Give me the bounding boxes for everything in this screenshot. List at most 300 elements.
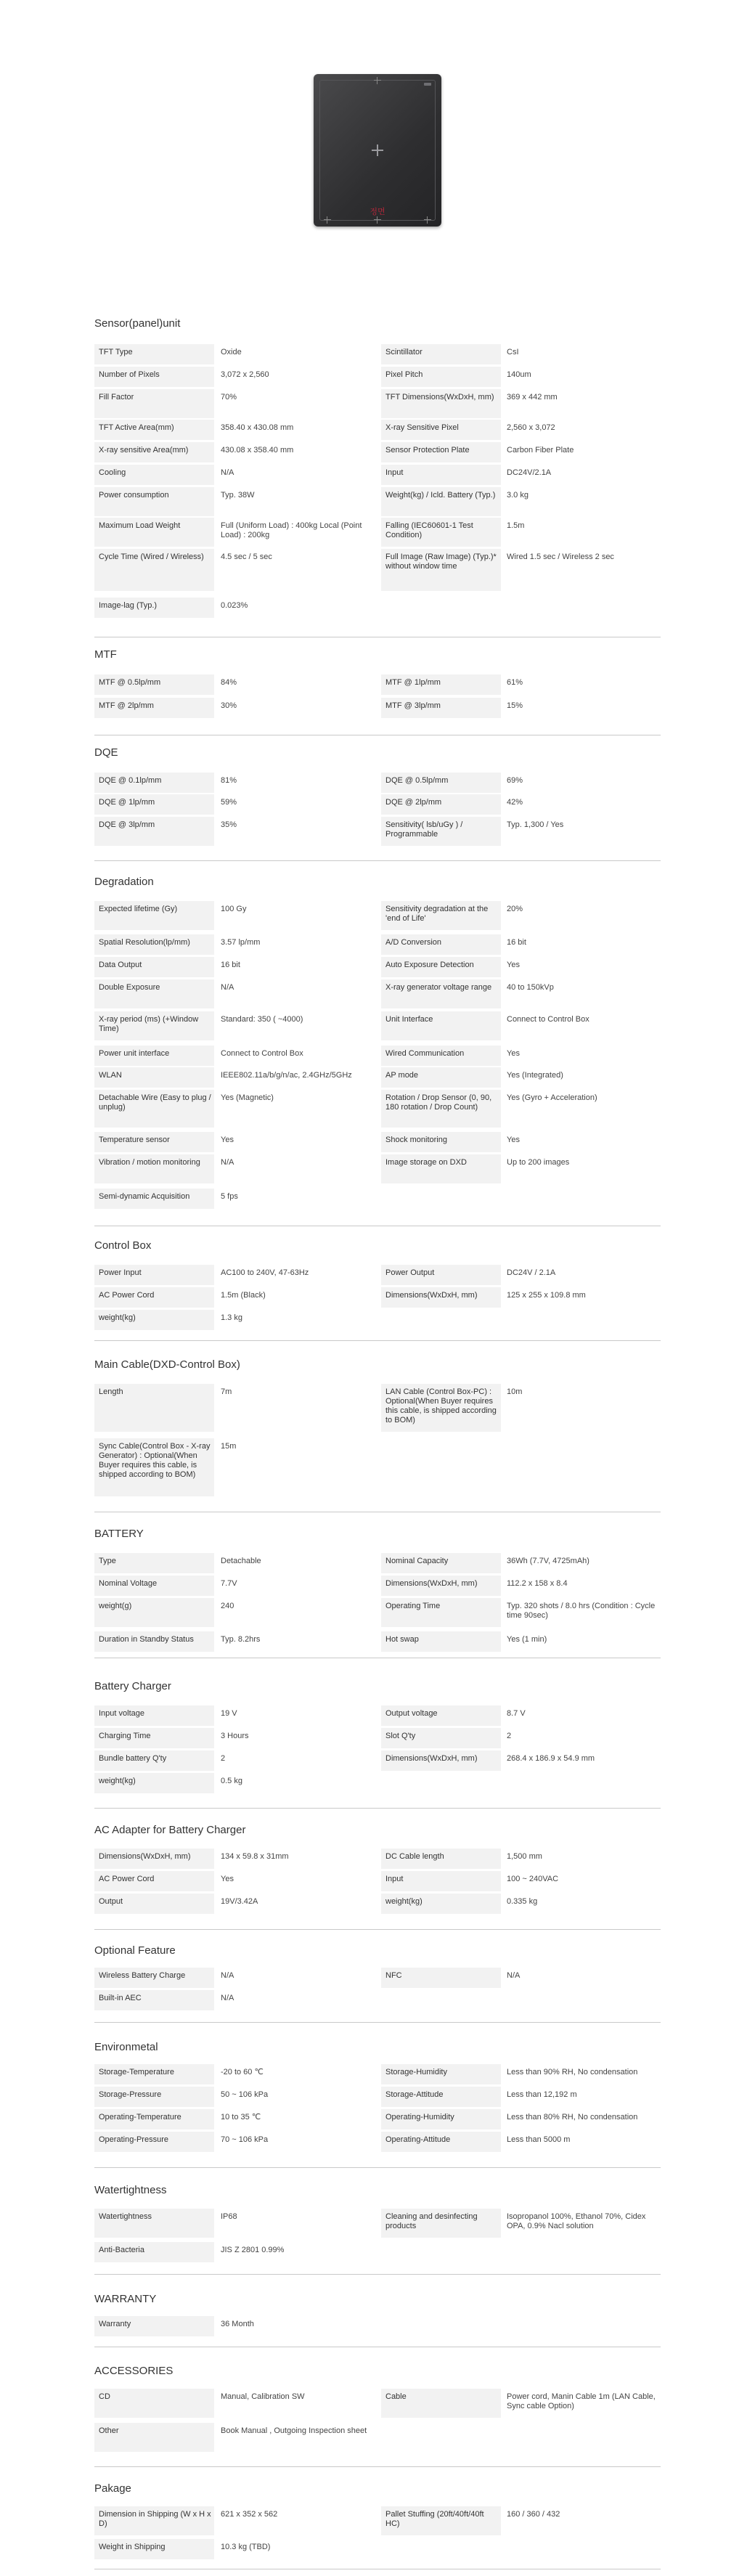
spec-label: MTF @ 3lp/mm [381,698,501,718]
spec-label: weight(kg) [381,1894,501,1914]
spec-row [94,1154,661,1183]
spec-value: 20% [507,905,523,913]
spec-row [94,549,661,591]
xray-detector-panel [314,74,441,227]
spec-value: 36 Month [221,2320,254,2328]
spec-label: Cycle Time (Wired / Wireless) [94,549,214,591]
spec-value: Book Manual , Outgoing Inspection sheet [221,2426,367,2435]
spec-value: 621 x 352 x 562 [221,2510,278,2519]
spec-label: DQE @ 0.1lp/mm [94,773,214,793]
section-divider [94,2167,661,2168]
spec-label: MTF @ 1lp/mm [381,674,501,695]
spec-row [94,2242,661,2262]
spec-row [94,1438,661,1496]
spec-section [94,2040,661,2144]
spec-section [94,875,661,1201]
spec-value: 1,500 mm [507,1852,542,1861]
spec-label: Cable [381,2389,501,2418]
spec-value: Yes [221,1875,234,1883]
spec-value: IEEE802.11a/b/g/n/ac, 2.4GHz/5GHz [221,1071,352,1080]
spec-label: Other [94,2423,214,2452]
spec-row [94,2132,661,2152]
spec-label: TFT Dimensions(WxDxH, mm) [381,389,501,418]
spec-label: Detachable Wire (Easy to plug / unplug) [94,1090,214,1128]
spec-label: Spatial Resolution(lp/mm) [94,934,214,955]
spec-value: 369 x 442 mm [507,393,558,402]
spec-label: TFT Active Area(mm) [94,420,214,440]
spec-label: Power unit interface [94,1046,214,1066]
spec-section [94,2183,661,2254]
spec-value: Manual, Calibration SW [221,2392,305,2401]
spec-row [94,1968,661,1988]
section-title: DQE [94,746,118,759]
spec-label: Input [381,1871,501,1891]
spec-value: Typ. 320 shots / 8.0 hrs (Condition : Cycle time 90sec) [507,1602,656,1620]
spec-value: Full (Uniform Load) : 400kg Local (Point Load) : 200kg [221,521,362,539]
spec-label: Fill Factor [94,389,214,418]
section-divider [94,860,661,861]
spec-value: 0.5 kg [221,1777,242,1785]
spec-value: Typ. 1,300 / Yes [507,820,564,829]
spec-row [94,817,661,846]
spec-value: 2 [507,1732,512,1740]
spec-value: Yes (Gyro + Acceleration) [507,1093,597,1102]
spec-label: Image storage on DXD [381,1154,501,1183]
spec-value: 61% [507,678,523,687]
spec-value: 16 bit [221,961,240,969]
spec-label: X-ray Sensitive Pixel [381,420,501,440]
spec-value: 40 to 150kVp [507,983,554,992]
spec-row [94,1871,661,1891]
spec-label: Dimension in Shipping (W x H x D) [94,2506,214,2535]
spec-label: DQE @ 0.5lp/mm [381,773,501,793]
spec-row [94,2423,661,2452]
spec-value: 268.4 x 186.9 x 54.9 mm [507,1754,595,1763]
spec-label: Operating-Pressure [94,2132,214,2152]
spec-label: Warranty [94,2316,214,2336]
spec-row [94,1265,661,1285]
section-divider [94,2022,661,2023]
spec-section [94,2482,661,2551]
status-led-icon [424,83,431,86]
section-title: BATTERY [94,1528,144,1540]
spec-row [94,2209,661,2238]
spec-label: TFT Type [94,344,214,364]
corner-alignment-mark-icon [324,216,331,224]
spec-label: Dimensions(WxDxH, mm) [381,1287,501,1308]
spec-section [94,317,661,610]
spec-value: N/A [507,1971,521,1980]
spec-value: 30% [221,701,237,710]
spec-value: 5 fps [221,1192,238,1201]
spec-value: 2 [221,1754,226,1763]
spec-value: JIS Z 2801 0.99% [221,2246,285,2254]
spec-value: Yes (Magnetic) [221,1093,274,1102]
spec-value: 160 / 360 / 432 [507,2510,560,2519]
spec-row [94,698,661,718]
spec-label: Storage-Temperature [94,2064,214,2084]
spec-label: Anti-Bacteria [94,2242,214,2262]
spec-row [94,773,661,793]
spec-label: Dimensions(WxDxH, mm) [381,1576,501,1596]
spec-label: Operating Time [381,1598,501,1627]
spec-value: Yes (Integrated) [507,1071,563,1080]
spec-row [94,598,661,618]
spec-value: CsI [507,348,519,356]
spec-row [94,389,661,418]
spec-row [94,344,661,364]
spec-value: Yes [507,1049,520,1058]
spec-section [94,648,661,710]
section-title: Pakage [94,2482,131,2495]
spec-section [94,1823,661,1906]
spec-label: X-ray period (ms) (+Window Time) [94,1011,214,1040]
spec-label: X-ray sensitive Area(mm) [94,442,214,462]
spec-value: 240 [221,1602,234,1610]
spec-row [94,1894,661,1914]
spec-row [94,518,661,547]
section-title: Environmetal [94,2041,158,2053]
corner-alignment-mark-icon [424,216,431,224]
product-image [314,74,441,227]
spec-value: 1.5m [507,521,525,530]
spec-row [94,1705,661,1726]
center-crosshair-icon [372,144,383,156]
spec-row [94,1090,661,1128]
spec-row [94,442,661,462]
section-divider [94,2466,661,2467]
spec-label: CD [94,2389,214,2418]
spec-value: 10m [507,1387,523,1396]
spec-row [94,1067,661,1088]
spec-row [94,1728,661,1748]
spec-value: 35% [221,820,237,829]
spec-label: Image-lag (Typ.) [94,598,214,618]
spec-row [94,2109,661,2129]
spec-section [94,1944,661,2002]
spec-value: 125 x 255 x 109.8 mm [507,1291,586,1300]
spec-label: LAN Cable (Control Box-PC) : Optional(When Buyer requires this cable, is shipped according to BOM) [381,1384,501,1432]
spec-row [94,1631,661,1652]
spec-value: 140um [507,370,531,379]
section-divider [94,1808,661,1809]
section-title: Watertightness [94,2184,167,2196]
spec-value: AC100 to 240V, 47-63Hz [221,1268,309,1277]
spec-value: 100 Gy [221,905,247,913]
spec-label: Power consumption [94,487,214,516]
spec-label: Input voltage [94,1705,214,1726]
spec-value: 1.5m (Black) [221,1291,266,1300]
spec-value: 2,560 x 3,072 [507,423,555,432]
spec-row [94,367,661,387]
spec-label: Storage-Attitude [381,2087,501,2107]
spec-label: Rotation / Drop Sensor (0, 90, 180 rotation / Drop Count) [381,1090,501,1128]
spec-value: 3.57 lp/mm [221,938,261,947]
section-title: Sensor(panel)unit [94,317,181,330]
spec-value: Connect to Control Box [221,1049,303,1058]
spec-row [94,674,661,695]
spec-label: Output voltage [381,1705,501,1726]
spec-value: Oxide [221,348,242,356]
spec-row [94,2087,661,2107]
spec-value: 42% [507,798,523,807]
image-caption: 정면 [370,208,385,216]
spec-value: Standard: 350 ( ~4000) [221,1015,303,1024]
spec-label: Sync Cable(Control Box - X-ray Generator) : Optional(When Buyer requires this cable, is shipped according to BOM) [94,1438,214,1496]
spec-label: Charging Time [94,1728,214,1748]
spec-label: Bundle battery Q'ty [94,1750,214,1771]
spec-label: X-ray generator voltage range [381,979,501,1008]
spec-value: Yes [221,1136,234,1144]
spec-row [94,1189,661,1209]
spec-label: weight(g) [94,1598,214,1627]
spec-label: A/D Conversion [381,934,501,955]
spec-value: 15m [221,1442,237,1451]
spec-value: 19 V [221,1709,237,1718]
spec-value: 3 Hours [221,1732,249,1740]
spec-value: Isopropanol 100%, Ethanol 70%, Cidex OPA, 0.9% Nacl solution [507,2212,646,2230]
spec-row [94,2064,661,2084]
spec-label: Shock monitoring [381,1132,501,1152]
spec-label: DQE @ 1lp/mm [94,794,214,815]
spec-label: Wired Communication [381,1046,501,1066]
spec-value: 0.023% [221,601,248,610]
spec-value: Power cord, Manin Cable 1m (LAN Cable, Sync cable Option) [507,2392,656,2410]
spec-value: IP68 [221,2212,237,2221]
spec-label: Pallet Stuffing (20ft/40ft/40ft HC) [381,2506,501,2535]
spec-value: Yes [507,961,520,969]
spec-label: Vibration / motion monitoring [94,1154,214,1183]
spec-label: Sensitivity( lsb/uGy ) / Programmable [381,817,501,846]
spec-row [94,2539,661,2559]
section-title: WARRANTY [94,2293,157,2305]
spec-value: 3.0 kg [507,491,528,500]
spec-label: MTF @ 2lp/mm [94,698,214,718]
spec-section [94,1358,661,1479]
spec-section [94,1527,661,1644]
spec-label: Sensor Protection Plate [381,442,501,462]
spec-value: 19V/3.42A [221,1897,258,1906]
spec-label: Sensitivity degradation at the 'end of Life' [381,901,501,930]
spec-row [94,901,661,930]
spec-value: 4.5 sec / 5 sec [221,553,272,561]
spec-label: MTF @ 0.5lp/mm [94,674,214,695]
spec-value: 69% [507,776,523,785]
spec-label: Wireless Battery Charge [94,1968,214,1988]
spec-label: Temperature sensor [94,1132,214,1152]
spec-row [94,794,661,815]
section-divider [94,1929,661,1930]
spec-value: Carbon Fiber Plate [507,446,574,455]
spec-label: Pixel Pitch [381,367,501,387]
spec-value: Less than 90% RH, No condensation [507,2068,638,2076]
spec-label: Weight(kg) / Icld. Battery (Typ.) [381,487,501,516]
spec-value: N/A [221,1994,234,2002]
spec-value: 59% [221,798,237,807]
spec-label: Full Image (Raw Image) (Typ.)* without window time [381,549,501,591]
spec-value: 1.3 kg [221,1313,242,1322]
bottom-alignment-mark-icon [374,216,381,224]
spec-label: WLAN [94,1067,214,1088]
spec-label: Storage-Humidity [381,2064,501,2084]
spec-label: Nominal Voltage [94,1576,214,1596]
spec-value: 70 ~ 106 kPa [221,2135,269,2144]
spec-value: 36Wh (7.7V, 4725mAh) [507,1557,589,1565]
spec-value: DC24V / 2.1A [507,1268,556,1277]
spec-label: Operating-Temperature [94,2109,214,2129]
spec-label: Scintillator [381,344,501,364]
spec-value: 7.7V [221,1579,237,1588]
spec-value: 430.08 x 358.40 mm [221,446,294,455]
spec-label: Cooling [94,465,214,485]
spec-label: AC Power Cord [94,1871,214,1891]
spec-row [94,1011,661,1040]
spec-label: Built-in AEC [94,1990,214,2010]
section-divider [94,1340,661,1341]
spec-value: 3,072 x 2,560 [221,370,269,379]
spec-section [94,1679,661,1785]
spec-row [94,1132,661,1152]
spec-label: DQE @ 2lp/mm [381,794,501,815]
spec-label: Maximum Load Weight [94,518,214,547]
spec-label: Cleaning and desinfecting products [381,2209,501,2238]
spec-value: 100 ~ 240VAC [507,1875,559,1883]
spec-label: Type [94,1553,214,1573]
spec-label: weight(kg) [94,1773,214,1793]
spec-label: Expected lifetime (Gy) [94,901,214,930]
spec-value: 70% [221,393,237,402]
spec-section [94,2364,661,2435]
spec-label: AC Power Cord [94,1287,214,1308]
spec-row [94,2506,661,2535]
spec-value: 50 ~ 106 kPa [221,2090,269,2099]
spec-value: Typ. 8.2hrs [221,1635,261,1644]
spec-row [94,934,661,955]
spec-row [94,1773,661,1793]
spec-label: Operating-Attitude [381,2132,501,2152]
spec-row [94,2389,661,2418]
spec-value: Wired 1.5 sec / Wireless 2 sec [507,553,614,561]
section-title: Main Cable(DXD-Control Box) [94,1358,240,1371]
spec-label: Power Input [94,1265,214,1285]
spec-value: Typ. 38W [221,491,255,500]
spec-value: Less than 5000 m [507,2135,571,2144]
spec-row [94,1384,661,1432]
spec-label: Number of Pixels [94,367,214,387]
spec-row [94,1750,661,1771]
spec-value: Yes (1 min) [507,1635,547,1644]
spec-section [94,1239,661,1322]
spec-row [94,2316,661,2336]
spec-value: N/A [221,1158,234,1167]
spec-label: Watertightness [94,2209,214,2238]
spec-value: Detachable [221,1557,261,1565]
spec-value: Yes [507,1136,520,1144]
spec-row [94,487,661,516]
spec-value: 112.2 x 158 x 8.4 [507,1579,568,1588]
spec-row [94,1046,661,1066]
spec-value: DC24V/2.1A [507,468,552,477]
spec-value: -20 to 60 ℃ [221,2068,264,2076]
spec-value: Less than 12,192 m [507,2090,577,2099]
spec-label: Duration in Standby Status [94,1631,214,1652]
spec-value: 7m [221,1387,232,1396]
spec-value: 0.335 kg [507,1897,538,1906]
top-alignment-mark-icon [374,77,381,84]
spec-label: Output [94,1894,214,1914]
spec-label: Auto Exposure Detection [381,957,501,977]
spec-row [94,1287,661,1308]
spec-label: Storage-Pressure [94,2087,214,2107]
section-title: Degradation [94,876,154,888]
spec-label: Falling (IEC60601-1 Test Condition) [381,518,501,547]
spec-label: Dimensions(WxDxH, mm) [94,1849,214,1869]
spec-value: Up to 200 images [507,1158,570,1167]
spec-value: 10 to 35 ℃ [221,2113,261,2121]
spec-value: 81% [221,776,237,785]
spec-label: Double Exposure [94,979,214,1008]
spec-row [94,957,661,977]
spec-value: 16 bit [507,938,526,947]
spec-value: 84% [221,678,237,687]
spec-row [94,1598,661,1627]
spec-row [94,1553,661,1573]
spec-label: Unit Interface [381,1011,501,1040]
spec-row [94,1990,661,2010]
spec-value: 15% [507,701,523,710]
spec-row [94,420,661,440]
spec-label: Nominal Capacity [381,1553,501,1573]
spec-row [94,465,661,485]
section-title: MTF [94,648,117,661]
spec-label: Data Output [94,957,214,977]
spec-row [94,979,661,1008]
section-divider [94,2274,661,2275]
spec-label: Length [94,1384,214,1432]
section-title: AC Adapter for Battery Charger [94,1824,246,1836]
spec-value: 8.7 V [507,1709,526,1718]
spec-value: Connect to Control Box [507,1015,589,1024]
section-title: Optional Feature [94,1944,176,1957]
spec-value: N/A [221,1971,234,1980]
spec-label: Weight in Shipping [94,2539,214,2559]
section-title: ACCESSORIES [94,2365,174,2377]
spec-label: Input [381,465,501,485]
spec-value: N/A [221,983,234,992]
spec-value: Less than 80% RH, No condensation [507,2113,638,2121]
spec-section [94,2292,661,2328]
spec-label: Power Output [381,1265,501,1285]
spec-row [94,1310,661,1330]
spec-label: Semi-dynamic Acquisition [94,1189,214,1209]
spec-label: DQE @ 3lp/mm [94,817,214,846]
spec-value: 358.40 x 430.08 mm [221,423,294,432]
spec-label: Dimensions(WxDxH, mm) [381,1750,501,1771]
spec-label: weight(kg) [94,1310,214,1330]
section-title: Control Box [94,1239,152,1252]
spec-value: 134 x 59.8 x 31mm [221,1852,289,1861]
spec-label: Slot Q'ty [381,1728,501,1748]
spec-value: 10.3 kg (TBD) [221,2543,271,2551]
spec-label: AP mode [381,1067,501,1088]
spec-label: DC Cable length [381,1849,501,1869]
spec-label: NFC [381,1968,501,1988]
spec-section [94,746,661,839]
spec-label: Hot swap [381,1631,501,1652]
spec-label: Operating-Humidity [381,2109,501,2129]
spec-row [94,1576,661,1596]
section-title: Battery Charger [94,1680,171,1692]
